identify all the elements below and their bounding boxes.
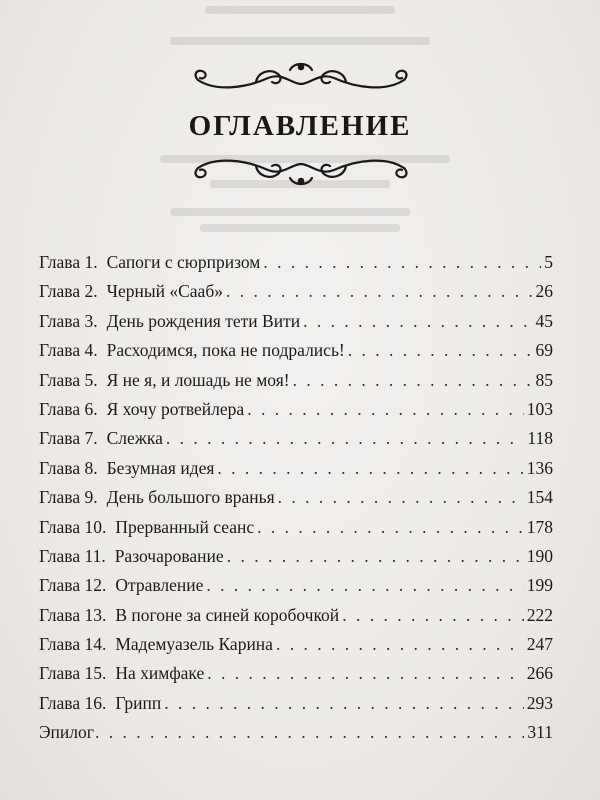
toc-entry xyxy=(39,575,553,604)
table-of-contents xyxy=(39,252,553,752)
dot-leader xyxy=(293,370,533,391)
toc-entry xyxy=(39,252,553,281)
dot-leader xyxy=(263,252,541,273)
chapter-title: Сапоги с сюрпризом xyxy=(106,252,261,272)
chapter-title: Мадемуазель Карина xyxy=(115,634,273,655)
toc-entry-epilogue xyxy=(39,722,553,751)
toc-entry xyxy=(39,370,553,399)
chapter-number: Глава 10. xyxy=(39,516,107,537)
chapter-number: Глава 12. xyxy=(39,575,107,596)
toc-entry xyxy=(39,663,553,692)
page-number: 199 xyxy=(526,575,553,596)
print-through xyxy=(205,6,395,14)
chapter-title: Черный «Сааб» xyxy=(106,281,223,302)
chapter-title: Расходимся, пока не подрались! xyxy=(106,340,345,361)
dot-leader xyxy=(278,487,524,508)
chapter-title: Прерванный сеанс xyxy=(115,516,255,537)
chapter-title: Отравление xyxy=(115,575,204,596)
dot-leader xyxy=(164,693,524,714)
page-number: 45 xyxy=(535,310,553,331)
page-number: 26 xyxy=(535,281,553,302)
chapter-number: Глава 2. xyxy=(39,281,98,302)
toc-entry xyxy=(39,693,553,722)
page-number: 222 xyxy=(526,604,553,625)
toc-entry xyxy=(39,546,553,575)
page-number: 136 xyxy=(526,457,553,478)
chapter-title: Безумная идея xyxy=(106,457,215,478)
dot-leader xyxy=(348,340,533,361)
chapter-number: Глава 13. xyxy=(39,604,107,625)
chapter-number: Глава 7. xyxy=(39,428,98,449)
scroll-flourish-icon xyxy=(186,58,416,98)
page-number: 178 xyxy=(526,516,553,537)
page-title: ОГЛАВЛЕНИЕ xyxy=(188,110,412,142)
dot-leader xyxy=(247,399,524,420)
dot-leader xyxy=(227,546,524,567)
page-number: 5 xyxy=(544,252,553,272)
toc-entry xyxy=(39,517,553,546)
dot-leader xyxy=(206,575,523,596)
toc-entry xyxy=(39,634,553,663)
chapter-number: Глава 4. xyxy=(39,340,98,361)
chapter-title: День большого вранья xyxy=(106,487,275,508)
dot-leader xyxy=(226,281,533,302)
chapter-number: Глава 3. xyxy=(39,310,98,331)
chapter-title: Я хочу ротвейлера xyxy=(106,398,245,419)
page-number: 103 xyxy=(526,398,553,419)
dot-leader xyxy=(166,428,525,449)
chapter-title: На химфаке xyxy=(115,663,205,684)
chapter-title: Слежка xyxy=(106,428,163,449)
page-number: 85 xyxy=(535,369,553,390)
chapter-number: Глава 8. xyxy=(39,457,98,478)
toc-entry xyxy=(39,605,553,634)
page-number: 190 xyxy=(526,545,553,566)
scroll-flourish-icon xyxy=(186,150,416,190)
chapter-number: Глава 1. xyxy=(39,252,98,272)
toc-entry xyxy=(39,281,553,310)
chapter-number: Глава 15. xyxy=(39,663,107,684)
print-through xyxy=(170,37,430,45)
toc-entry xyxy=(39,311,553,340)
chapter-number: Глава 5. xyxy=(39,369,98,390)
dot-leader xyxy=(276,634,524,655)
toc-entry xyxy=(39,399,553,428)
chapter-title: В погоне за синей коробочкой xyxy=(115,604,340,625)
toc-entry xyxy=(39,458,553,487)
toc-entry xyxy=(39,340,553,369)
page-number: 247 xyxy=(526,634,553,655)
page-number: 69 xyxy=(535,340,553,361)
page-number: 154 xyxy=(526,487,553,508)
chapter-title: Грипп xyxy=(115,692,162,713)
dot-leader xyxy=(303,311,532,332)
chapter-title: Я не я, и лошадь не моя! xyxy=(106,369,290,390)
toc-entry xyxy=(39,428,553,457)
print-through xyxy=(200,224,400,232)
chapter-number: Глава 9. xyxy=(39,487,98,508)
chapter-number: Глава 14. xyxy=(39,634,107,655)
chapter-number: Глава 6. xyxy=(39,398,98,419)
toc-entry xyxy=(39,487,553,516)
page-number: 266 xyxy=(526,663,553,684)
chapter-title: Разочарование xyxy=(114,545,224,566)
print-through xyxy=(170,208,410,216)
dot-leader xyxy=(207,663,523,684)
dot-leader xyxy=(257,517,524,538)
dot-leader xyxy=(95,722,524,743)
page-number: 118 xyxy=(527,428,553,449)
page-number: 293 xyxy=(526,692,553,713)
page-number: 311 xyxy=(527,722,553,743)
chapter-title: День рождения тети Вити xyxy=(106,310,301,331)
chapter-number: Глава 16. xyxy=(39,692,107,713)
dot-leader xyxy=(217,458,523,479)
chapter-number: Глава 11. xyxy=(39,545,106,566)
dot-leader xyxy=(342,605,524,626)
chapter-title: Эпилог xyxy=(39,722,94,743)
